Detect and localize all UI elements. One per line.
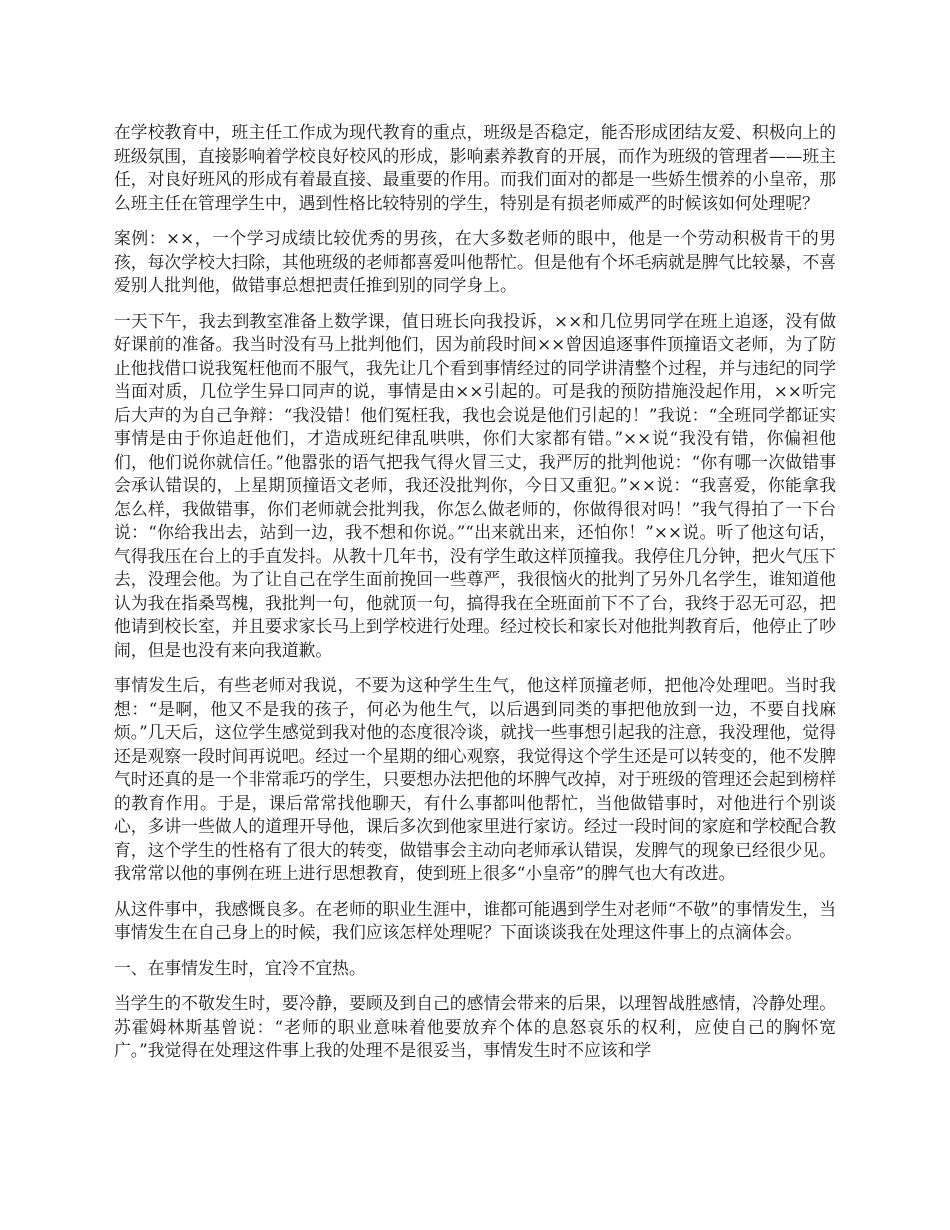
paragraph-reflection: 从这件事中，我感慨良多。在老师的职业生涯中，谁都可能遇到学生对老师“不敬”的事情发生，当事情发生在自己身上的时候，我们应该怎样处理呢？下面谈谈我在处理这件事上的点滴体会。 (114, 898, 836, 942)
section-heading-1: 一、在事情发生时，宜冷不宜热。 (114, 957, 366, 978)
paragraph-incident: 一天下午，我去到教室准备上数学课，值日班长向我投诉，××和几位男同学在班上追逐，没有做好课前的准备。我当时没有马上批判他们，因为前段时间××曾因追逐事件顶撞语文老师，为了防止他找借口说我冤枉他而不服气，我先让几个看到事情经过的同学讲清整个过程，并与违纪的同学当面对质，几位学生异口同声的说，事情是由××引起的。可是我的预防措施没起作用，××听完后大声的为自己争辩：“我没错！他们冤枉我，我也会说是他们引起的！”我说：“全班同学都证实事情是由于你追赶他们，才造成班纪律乱哄哄，你们大家都有错。”××说“我没有错，你偏袒他们，他们说你就信任。”他嚣张的语气把我气得火冒三丈，我严厉的批判他说：“你有哪一次做错事会承认错误的，上星期顶撞语文老师，我还没批判你，今日又重犯。”××说：“我喜爱，你能拿我怎么样，我做错事，你们老师就会批判我，你怎么做老师的，你做得很对吗！”我气得拍了一下台说：“你给我出去，站到一边，我不想和你说。”“出来就出来，还怕你！”××说。听了他这句话，气得我压在台上的手直发抖。从教十几年书，没有学生敢这样顶撞我。我停住几分钟，把火气压下去，没理会他。为了让自己在学生面前挽回一些尊严，我很恼火的批判了另外几名学生，谁知道他认为我在指桑骂槐，我批判一句，他就顶一句，搞得我在全班面前下不了台，我终于忍无可忍，把他请到校长室，并且要求家长马上到学校进行处理。经过校长和家长对他批判教育后，他停止了吵闹，但是也没有来向我道歉。 (114, 310, 836, 660)
paragraph-case: 案例：××，一个学习成绩比较优秀的男孩，在大多数老师的眼中，他是一个劳动积极肯干的男孩，每次学校大扫除，其他班级的老师都喜爱叫他帮忙。但是他有个坏毛病就是脾气比较暴，不喜爱别人批判他，做错事总想把责任推到别的同学身上。 (114, 228, 836, 295)
document-body (114, 121, 836, 1075)
paragraph-advice: 当学生的不敬发生时，要冷静，要顾及到自己的感情会带来的后果，以理智战胜感情，冷静处理。苏霍姆林斯基曾说：“老师的职业意味着他要放弃个体的息怒哀乐的权利，应使自己的胸怀宽广。”我觉得在处理这件事上我的处理不是很妥当，事情发生时不应该和学 (114, 993, 836, 1060)
paragraph-intro: 在学校教育中，班主任工作成为现代教育的重点，班级是否稳定，能否形成团结友爱、积极向上的班级氛围，直接影响着学校良好校风的形成，影响素养教育的开展，而作为班级的管理者——班主任，对良好班风的形成有着最直接、最重要的作用。而我们面对的都是一些娇生惯养的小皇帝，那么班主任在管理学生中，遇到性格比较特别的学生，特别是有损老师威严的时候该如何处理呢？ (114, 122, 836, 213)
paragraph-aftermath: 事情发生后，有些老师对我说，不要为这种学生生气，他这样顶撞老师，把他冷处理吧。当时我想：“是啊，他又不是我的孩子，何必为他生气，以后遇到同类的事把他放到一边，不要自找麻烦。”几天后，这位学生感觉到我对他的态度很冷谈，就找一些事想引起我的注意，我没理他，觉得还是观察一段时间再说吧。经过一个星期的细心观察，我觉得这个学生还是可以转变的，他不发脾气时还真的是一个非常乖巧的学生，只要想办法把他的坏脾气改掉，对于班级的管理还会起到榜样的教育作用。于是，课后常常找他聊天，有什么事都叫他帮忙，当他做错事时，对他进行个别谈心，多讲一些做人的道理开导他，课后多次到他家里进行家访。经过一段时间的家庭和学校配合教育，这个学生的性格有了很大的转变，做错事会主动向老师承认错误，发脾气的现象已经很少见。我常常以他的事例在班上进行思想教育，使到班上很多“小皇帝”的脾气也大有改进。 (114, 675, 836, 883)
